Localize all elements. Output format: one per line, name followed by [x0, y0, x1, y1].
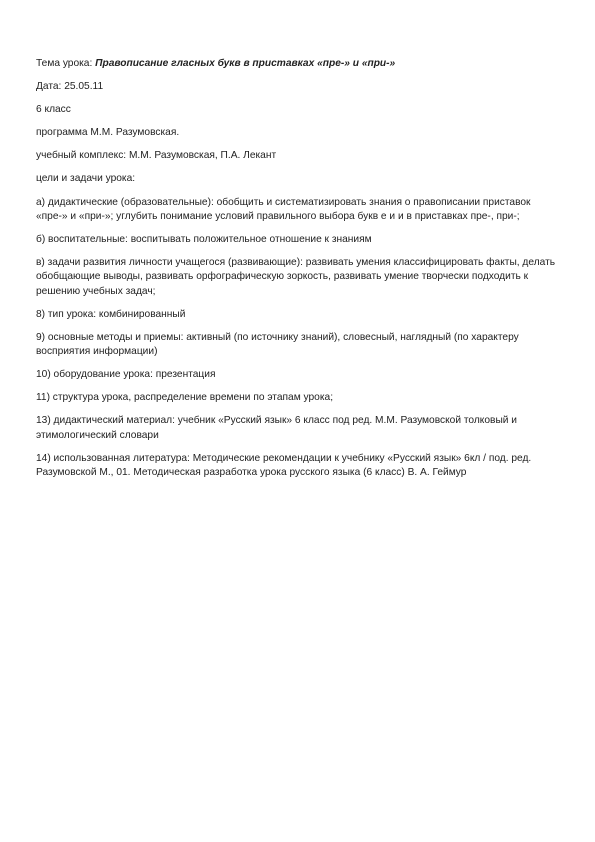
goal-developmental: в) задачи развития личности учащегося (развивающие): развивать умения классифицировать факты, делать обобщающие выводы, развивать орфографическую зоркость, развивать умение творчески подходить к решению учебных задач; — [36, 257, 556, 297]
topic-label: Тема урока: — [36, 58, 96, 69]
lesson-type: 8) тип урока: комбинированный — [36, 308, 186, 320]
goal-didactic: а) дидактические (образовательные): обобщить и систематизировать знания о правописании приставок «пре-» и «при-»; углубить понимание условий правильного выбора букв е и и в приставках пре-, при-; — [36, 196, 531, 222]
literature: 14) использованная литература: Методические рекомендации к учебнику «Русский язык» 6кл / под. ред. Разумовской М., 01. Методическая разработка урока русского языка (6 класс) В. А. Геймур — [36, 452, 532, 479]
lesson-topic — [36, 57, 556, 71]
equipment: 10) оборудование урока: презентация — [36, 369, 216, 381]
textbook-complex: учебный комплекс: М.М. Разумовская, П.А. Лекант — [36, 150, 277, 162]
goals-heading: цели и задачи урока: — [36, 173, 136, 185]
program: программа М.М. Разумовская. — [36, 127, 180, 139]
lesson-date: Дата: 25.05.11 — [36, 81, 104, 93]
didactic-material: 13) дидактический материал: учебник «Русский язык» 6 класс под ред. М.М. Разумовской толковый и этимологический словари — [36, 415, 517, 441]
goal-educational: б) воспитательные: воспитывать положительное отношение к знаниям — [36, 233, 372, 245]
methods: 9) основные методы и приемы: активный (по источнику знаний), словесный, наглядный (по характеру восприятия информации) — [36, 331, 519, 358]
topic-title: Правописание гласных букв в приставках «пре-» и «при-» — [95, 58, 396, 69]
grade: 6 класс — [36, 104, 71, 116]
lesson-structure: 11) структура урока, распределение времени по этапам урока; — [36, 392, 334, 404]
document-body — [36, 57, 556, 489]
